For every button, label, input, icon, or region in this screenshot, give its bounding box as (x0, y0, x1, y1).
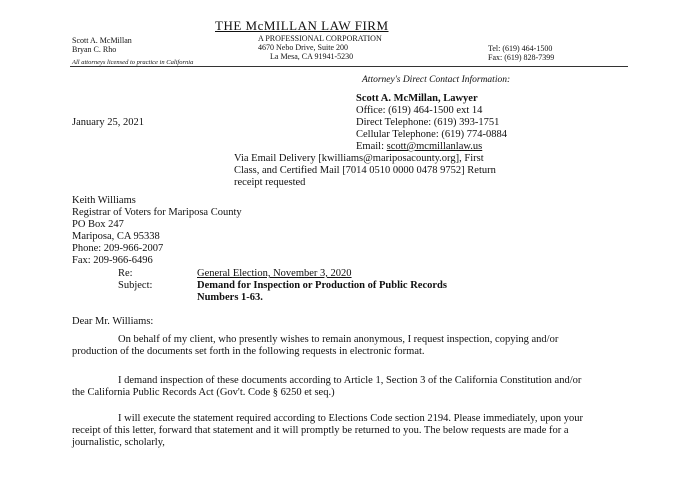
contact-direct: Direct Telephone: (619) 393-1751 (356, 117, 500, 128)
recipient-title: Registrar of Voters for Mariposa County (72, 207, 242, 218)
firm-address-line1: 4670 Nebo Drive, Suite 200 (258, 43, 348, 52)
re-value: General Election, November 3, 2020 (197, 268, 352, 279)
recipient-pobox: PO Box 247 (72, 219, 124, 230)
firm-tel: Tel: (619) 464-1500 (488, 44, 553, 53)
contact-office: Office: (619) 464-1500 ext 14 (356, 105, 483, 116)
contact-cell: Cellular Telephone: (619) 774-0884 (356, 129, 507, 140)
firm-corp-line: A PROFESSIONAL CORPORATION (258, 34, 382, 43)
subject-label: Subject: (118, 280, 153, 291)
letter-date: January 25, 2021 (72, 117, 145, 128)
recipient-name: Keith Williams (72, 195, 136, 206)
contact-heading: Attorney's Direct Contact Information: (362, 75, 511, 85)
contact-email-link[interactable]: scott@mcmillanlaw.us (386, 141, 483, 152)
subject-line2: Numbers 1-63. (197, 292, 263, 303)
re-label: Re: (118, 268, 133, 279)
recipient-phone: Phone: 209-966-2007 (72, 243, 164, 254)
body-paragraph-3: I will execute the statement required according to Elections Code section 2194. Please immediately, upon your receipt of this letter, forward that statement and it will promptly be returned to you. The below requests are made for a journalistic, scholarly, (72, 413, 583, 448)
firm-name: THE McMILLAN LAW FIRM (215, 18, 389, 33)
delivery-line2: Class, and Certified Mail [7014 0510 0000 0478 9752] Return (234, 165, 496, 176)
salutation: Dear Mr. Williams: (72, 316, 154, 327)
subject-line1: Demand for Inspection or Production of Public Records (197, 280, 447, 291)
admission-note: All attorneys licensed to practice in California (72, 59, 194, 66)
letterhead-divider (70, 66, 628, 67)
partner-name: Bryan C. Rho (72, 45, 117, 54)
recipient-city: Mariposa, CA 95338 (72, 231, 160, 242)
firm-fax: Fax: (619) 828-7399 (488, 53, 555, 62)
contact-email-line (356, 141, 482, 153)
delivery-line3: receipt requested (234, 177, 306, 188)
body-paragraph-1: On behalf of my client, who presently wishes to remain anonymous, I request inspection, copying and/or production of the documents set forth in the following requests in electronic format. (72, 334, 559, 357)
firm-address-line2: La Mesa, CA 91941-5230 (270, 52, 354, 61)
partner-name: Scott A. McMillan (72, 36, 132, 45)
body-paragraph-2: I demand inspection of these documents according to Article 1, Section 3 of the California Constitution and/or the California Public Records Act (Gov't. Code § 6250 et seq.) (72, 375, 582, 398)
delivery-line1: Via Email Delivery [kwilliams@mariposacounty.org], First (234, 153, 484, 164)
contact-name: Scott A. McMillan, Lawyer (356, 93, 478, 104)
contact-email-label: Email: (356, 141, 384, 152)
recipient-fax: Fax: 209-966-6496 (72, 255, 153, 266)
